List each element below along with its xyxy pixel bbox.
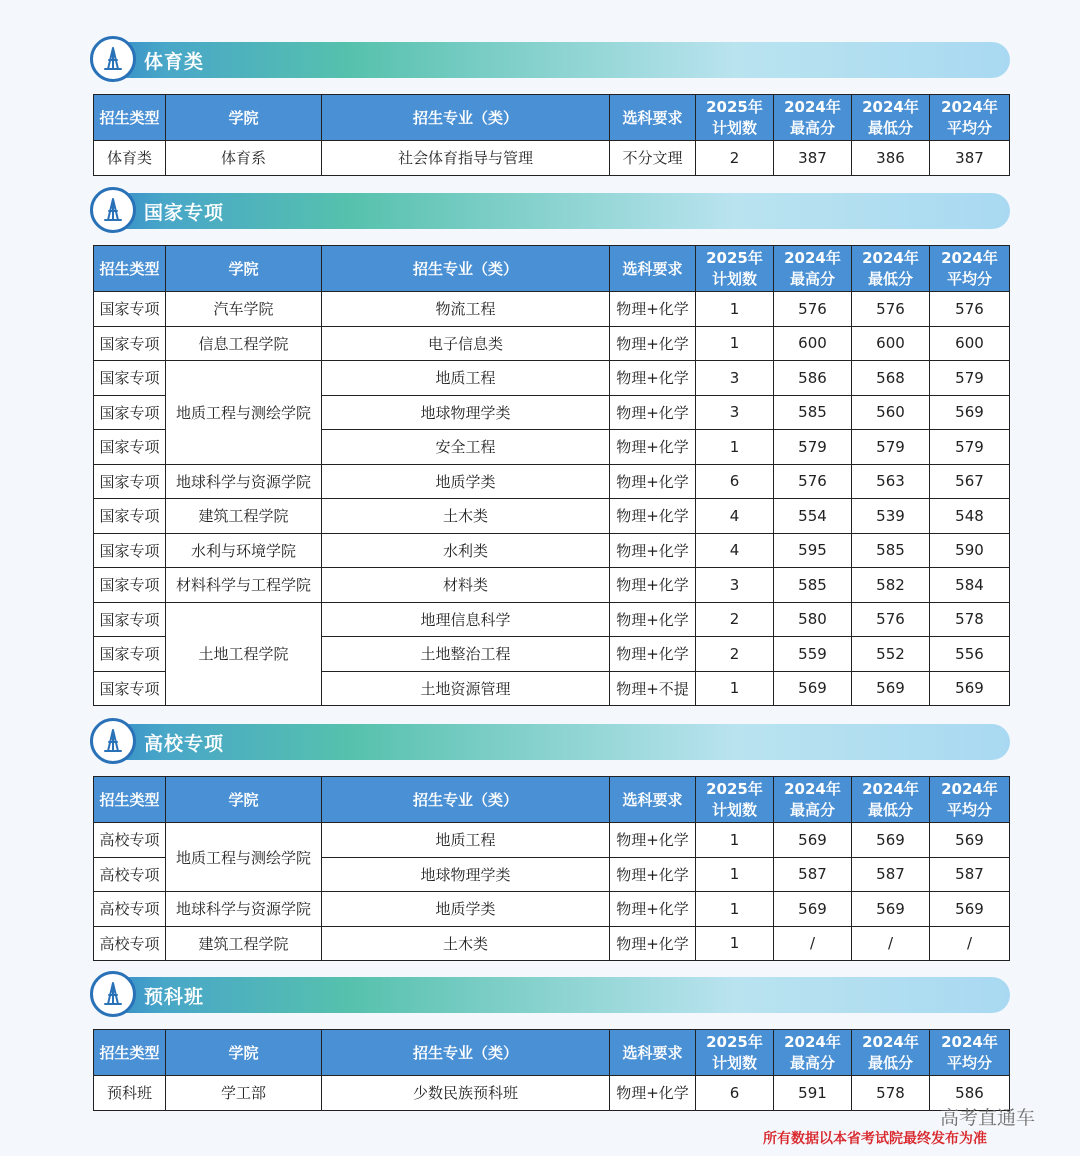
column-header — [774, 1030, 852, 1076]
watermark-text: 高考直通车 — [940, 1107, 1036, 1129]
column-header: 学院 — [166, 777, 322, 823]
table-cell: 地理信息科学 — [322, 602, 610, 637]
table-cell: 600 — [930, 326, 1010, 361]
table-row — [94, 326, 1010, 361]
table-cell: 2 — [696, 637, 774, 672]
column-header: 招生专业（类） — [322, 1030, 610, 1076]
table-header-row — [94, 777, 1010, 823]
column-header — [696, 95, 774, 141]
table-row — [94, 533, 1010, 568]
table-cell: 548 — [930, 499, 1010, 534]
column-header: 招生专业（类） — [322, 95, 610, 141]
table-cell: 高校专项 — [94, 926, 166, 961]
column-header: 选科要求 — [610, 246, 696, 292]
table-row — [94, 464, 1010, 499]
table-cell: 水利类 — [322, 533, 610, 568]
table-cell: 电子信息类 — [322, 326, 610, 361]
table-cell: 物理+化学 — [610, 602, 696, 637]
admission-table — [93, 94, 1010, 176]
table-cell: 国家专项 — [94, 671, 166, 706]
table-cell: 4 — [696, 499, 774, 534]
table-cell: 物理+化学 — [610, 823, 696, 858]
table-cell: 585 — [852, 533, 930, 568]
table-cell: 576 — [774, 292, 852, 327]
column-header-line: 2024年 — [862, 248, 919, 267]
table-cell: 586 — [774, 361, 852, 396]
table-cell: 高校专项 — [94, 857, 166, 892]
column-header: 选科要求 — [610, 1030, 696, 1076]
table-cell: 3 — [696, 361, 774, 396]
table-cell: 国家专项 — [94, 533, 166, 568]
table-cell: 552 — [852, 637, 930, 672]
table-cell: 材料类 — [322, 568, 610, 603]
footnote-text: 所有数据以本省考试院最终发布为准 — [763, 1131, 987, 1147]
column-header-line: 2025年 — [706, 97, 763, 116]
section-title: 国家专项 — [144, 201, 225, 224]
column-header-line: 2024年 — [941, 97, 998, 116]
table-cell: 物理+化学 — [610, 430, 696, 465]
table-cell: 1 — [696, 823, 774, 858]
section-header — [92, 193, 1010, 229]
table-cell: 569 — [930, 823, 1010, 858]
table-cell: 2 — [696, 602, 774, 637]
column-header-line: 计划数 — [711, 269, 757, 288]
table-row — [94, 892, 1010, 927]
table-cell: 4 — [696, 533, 774, 568]
table-cell: 1 — [696, 292, 774, 327]
table-cell: 国家专项 — [94, 568, 166, 603]
table-cell: 国家专项 — [94, 395, 166, 430]
column-header — [774, 777, 852, 823]
table-cell: 国家专项 — [94, 292, 166, 327]
table-cell: 1 — [696, 671, 774, 706]
table-cell: 584 — [930, 568, 1010, 603]
section-title: 高校专项 — [144, 732, 225, 755]
column-header — [852, 777, 930, 823]
table-cell: 地球科学与资源学院 — [166, 892, 322, 927]
table-cell: 576 — [930, 292, 1010, 327]
column-header-line: 最高分 — [789, 1053, 835, 1072]
table-cell: 物理+化学 — [610, 464, 696, 499]
table-cell: 国家专项 — [94, 464, 166, 499]
column-header — [930, 246, 1010, 292]
table-cell: 569 — [774, 892, 852, 927]
table-cell: 585 — [774, 395, 852, 430]
table-cell: 地球科学与资源学院 — [166, 464, 322, 499]
table-cell: 569 — [930, 671, 1010, 706]
table-cell: 物理+化学 — [610, 499, 696, 534]
section-header — [92, 42, 1010, 78]
table-cell: 物理+化学 — [610, 926, 696, 961]
table-cell: 569 — [774, 671, 852, 706]
table-cell: 578 — [930, 602, 1010, 637]
column-header-line: 最低分 — [867, 269, 913, 288]
table-cell: 物流工程 — [322, 292, 610, 327]
table-cell: 587 — [774, 857, 852, 892]
column-header-line: 2024年 — [941, 248, 998, 267]
column-header: 招生专业（类） — [322, 777, 610, 823]
university-logo-icon — [90, 718, 136, 764]
table-cell: 563 — [852, 464, 930, 499]
table-cell: 物理+化学 — [610, 1076, 696, 1111]
column-header-line: 2024年 — [941, 1032, 998, 1051]
table-cell: 安全工程 — [322, 430, 610, 465]
table-cell: 物理+化学 — [610, 533, 696, 568]
table-cell: / — [774, 926, 852, 961]
column-header — [696, 246, 774, 292]
table-cell: 569 — [930, 395, 1010, 430]
table-cell: 576 — [774, 464, 852, 499]
section-title: 体育类 — [144, 50, 205, 73]
table-cell: 569 — [852, 892, 930, 927]
column-header: 招生类型 — [94, 1030, 166, 1076]
table-cell: 体育类 — [94, 141, 166, 176]
table-cell: 地质工程与测绘学院 — [166, 361, 322, 465]
column-header: 学院 — [166, 95, 322, 141]
table-row — [94, 568, 1010, 603]
admission-table — [93, 776, 1010, 961]
column-header-line: 2024年 — [784, 248, 841, 267]
table-cell: 579 — [852, 430, 930, 465]
column-header-line: 最高分 — [789, 800, 835, 819]
table-cell: 579 — [930, 361, 1010, 396]
column-header — [852, 246, 930, 292]
column-header-line: 计划数 — [711, 1053, 757, 1072]
column-header — [930, 777, 1010, 823]
table-cell: 590 — [930, 533, 1010, 568]
table-row — [94, 361, 1010, 396]
table-cell: 559 — [774, 637, 852, 672]
table-cell: 1 — [696, 892, 774, 927]
table-cell: 建筑工程学院 — [166, 926, 322, 961]
column-header-line: 2024年 — [862, 97, 919, 116]
table-cell: 386 — [852, 141, 930, 176]
table-header-row — [94, 1030, 1010, 1076]
table-cell: 569 — [930, 892, 1010, 927]
column-header-line: 2024年 — [784, 1032, 841, 1051]
column-header: 招生专业（类） — [322, 246, 610, 292]
table-row — [94, 499, 1010, 534]
table-cell: 地质工程与测绘学院 — [166, 823, 322, 892]
table-cell: 579 — [774, 430, 852, 465]
table-cell: 少数民族预科班 — [322, 1076, 610, 1111]
table-cell: 地质工程 — [322, 823, 610, 858]
column-header — [774, 246, 852, 292]
table-cell: 国家专项 — [94, 637, 166, 672]
table-cell: 土地资源管理 — [322, 671, 610, 706]
column-header-line: 2024年 — [862, 1032, 919, 1051]
table-cell: 567 — [930, 464, 1010, 499]
column-header — [852, 1030, 930, 1076]
column-header-line: 2024年 — [941, 779, 998, 798]
table-cell: 554 — [774, 499, 852, 534]
table-row — [94, 823, 1010, 858]
column-header-line: 2025年 — [706, 248, 763, 267]
table-cell: 汽车学院 — [166, 292, 322, 327]
column-header — [696, 1030, 774, 1076]
table-cell: 569 — [774, 823, 852, 858]
table-cell: 物理+化学 — [610, 892, 696, 927]
table-cell: 国家专项 — [94, 499, 166, 534]
table-cell: 569 — [852, 671, 930, 706]
column-header-line: 2025年 — [706, 1032, 763, 1051]
table-cell: 568 — [852, 361, 930, 396]
table-cell: 579 — [930, 430, 1010, 465]
column-header-line: 最高分 — [789, 269, 835, 288]
column-header-line: 计划数 — [711, 800, 757, 819]
column-header-line: 2024年 — [784, 97, 841, 116]
column-header-line: 平均分 — [946, 800, 992, 819]
table-cell: 595 — [774, 533, 852, 568]
table-cell: 6 — [696, 464, 774, 499]
column-header-line: 平均分 — [946, 1053, 992, 1072]
column-header: 选科要求 — [610, 777, 696, 823]
table-cell: 387 — [774, 141, 852, 176]
table-cell: 体育系 — [166, 141, 322, 176]
table-row — [94, 926, 1010, 961]
table-cell: 582 — [852, 568, 930, 603]
table-cell: 不分文理 — [610, 141, 696, 176]
table-cell: 587 — [852, 857, 930, 892]
table-cell: 物理+化学 — [610, 568, 696, 603]
column-header-line: 平均分 — [946, 118, 992, 137]
admission-table — [93, 1029, 1010, 1111]
column-header-line: 最低分 — [867, 800, 913, 819]
column-header-line: 平均分 — [946, 269, 992, 288]
table-cell: 国家专项 — [94, 361, 166, 396]
table-cell: 物理+化学 — [610, 857, 696, 892]
table-cell: 预科班 — [94, 1076, 166, 1111]
section-header — [92, 977, 1010, 1013]
table-cell: 土地工程学院 — [166, 602, 322, 706]
table-cell: 539 — [852, 499, 930, 534]
table-cell: 2 — [696, 141, 774, 176]
column-header-line: 最低分 — [867, 1053, 913, 1072]
table-cell: 585 — [774, 568, 852, 603]
column-header: 招生类型 — [94, 777, 166, 823]
section-2 — [92, 724, 1010, 953]
column-header — [852, 95, 930, 141]
table-cell: 物理+化学 — [610, 637, 696, 672]
column-header — [930, 95, 1010, 141]
column-header: 选科要求 — [610, 95, 696, 141]
table-cell: 1 — [696, 430, 774, 465]
table-row — [94, 602, 1010, 637]
table-cell: / — [930, 926, 1010, 961]
table-cell: 587 — [930, 857, 1010, 892]
table-cell: 物理+化学 — [610, 361, 696, 396]
table-cell: 387 — [930, 141, 1010, 176]
table-cell: / — [852, 926, 930, 961]
column-header-line: 2024年 — [784, 779, 841, 798]
table-cell: 社会体育指导与管理 — [322, 141, 610, 176]
table-row — [94, 292, 1010, 327]
table-cell: 建筑工程学院 — [166, 499, 322, 534]
table-cell: 591 — [774, 1076, 852, 1111]
table-cell: 信息工程学院 — [166, 326, 322, 361]
table-cell: 578 — [852, 1076, 930, 1111]
column-header — [696, 777, 774, 823]
table-cell: 576 — [852, 602, 930, 637]
column-header-line: 最高分 — [789, 118, 835, 137]
table-cell: 556 — [930, 637, 1010, 672]
table-cell: 地球物理学类 — [322, 395, 610, 430]
column-header — [930, 1030, 1010, 1076]
table-cell: 物理+化学 — [610, 395, 696, 430]
column-header: 招生类型 — [94, 95, 166, 141]
table-cell: 600 — [774, 326, 852, 361]
section-header — [92, 724, 1010, 760]
table-cell: 国家专项 — [94, 326, 166, 361]
table-cell: 材料科学与工程学院 — [166, 568, 322, 603]
table-cell: 1 — [696, 926, 774, 961]
column-header — [774, 95, 852, 141]
table-cell: 地质学类 — [322, 892, 610, 927]
table-cell: 土地整治工程 — [322, 637, 610, 672]
table-cell: 地质工程 — [322, 361, 610, 396]
table-cell: 物理+化学 — [610, 292, 696, 327]
university-logo-icon — [90, 36, 136, 82]
table-cell: 学工部 — [166, 1076, 322, 1111]
column-header-line: 最低分 — [867, 118, 913, 137]
column-header: 学院 — [166, 246, 322, 292]
column-header: 招生类型 — [94, 246, 166, 292]
column-header-line: 2025年 — [706, 779, 763, 798]
table-cell: 3 — [696, 395, 774, 430]
section-title: 预科班 — [144, 985, 205, 1008]
table-cell: 3 — [696, 568, 774, 603]
section-1 — [92, 193, 1010, 698]
column-header-line: 2024年 — [862, 779, 919, 798]
section-0 — [92, 42, 1010, 168]
table-cell: 土木类 — [322, 926, 610, 961]
table-cell: 地质学类 — [322, 464, 610, 499]
table-header-row — [94, 246, 1010, 292]
table-cell: 600 — [852, 326, 930, 361]
admission-table — [93, 245, 1010, 706]
table-row — [94, 1076, 1010, 1111]
table-cell: 560 — [852, 395, 930, 430]
table-cell: 国家专项 — [94, 430, 166, 465]
table-cell: 地球物理学类 — [322, 857, 610, 892]
table-cell: 物理+化学 — [610, 326, 696, 361]
table-header-row — [94, 95, 1010, 141]
table-cell: 水利与环境学院 — [166, 533, 322, 568]
table-cell: 576 — [852, 292, 930, 327]
table-cell: 6 — [696, 1076, 774, 1111]
column-header: 学院 — [166, 1030, 322, 1076]
university-logo-icon — [90, 971, 136, 1017]
table-cell: 土木类 — [322, 499, 610, 534]
table-cell: 569 — [852, 823, 930, 858]
section-3 — [92, 977, 1010, 1103]
table-row — [94, 141, 1010, 176]
table-cell: 580 — [774, 602, 852, 637]
table-cell: 1 — [696, 857, 774, 892]
table-cell: 高校专项 — [94, 823, 166, 858]
table-cell: 586 — [930, 1076, 1010, 1111]
table-cell: 高校专项 — [94, 892, 166, 927]
table-cell: 国家专项 — [94, 602, 166, 637]
table-cell: 物理+不提 — [610, 671, 696, 706]
column-header-line: 计划数 — [711, 118, 757, 137]
university-logo-icon — [90, 187, 136, 233]
table-cell: 1 — [696, 326, 774, 361]
